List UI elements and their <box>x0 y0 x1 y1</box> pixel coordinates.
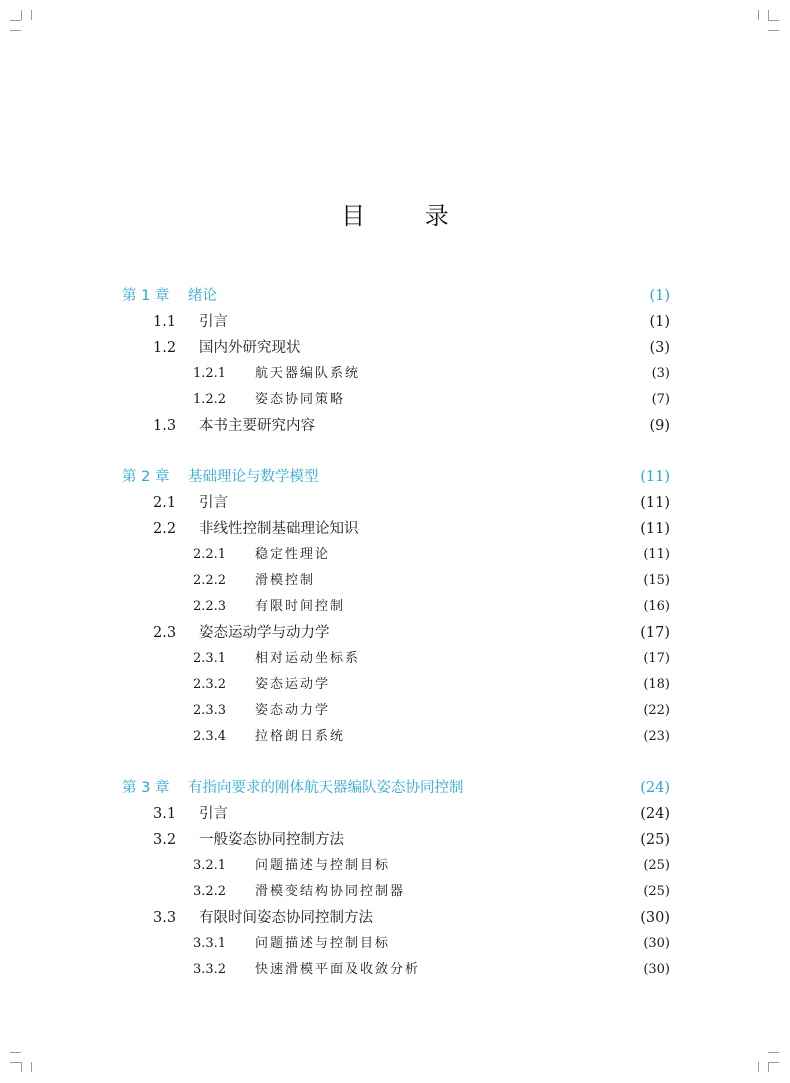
dot-leader <box>409 880 639 904</box>
dot-leader <box>377 906 636 930</box>
toc-entry-title: 基础理论与数学模型 <box>188 469 319 485</box>
toc-entry-page: (3) <box>651 366 670 381</box>
toc-entry-title: 稳定性理论 <box>255 547 331 562</box>
toc-entry-number: 2.2.1 <box>193 547 227 562</box>
dot-leader <box>349 725 639 749</box>
toc-entry-page: (9) <box>649 418 670 434</box>
toc-entry-title: 滑模控制 <box>255 573 316 588</box>
toc-entry-title: 一般姿态协同控制方法 <box>199 832 344 848</box>
crop-mark-top-left <box>0 0 60 40</box>
toc-entry-number: 第 1 章 <box>122 288 170 304</box>
toc-entry-number: 3.3 <box>153 910 177 926</box>
dot-leader <box>232 310 645 334</box>
toc-entry-number: 1.3 <box>153 418 177 434</box>
toc-entry-title: 姿态运动学与动力学 <box>199 625 330 641</box>
toc-entry-title: 姿态协同策略 <box>255 392 346 407</box>
toc-entry-subsection[interactable] <box>193 725 670 749</box>
toc-entry-number: 2.3.2 <box>193 677 227 692</box>
toc-entry-title: 相对运动坐标系 <box>255 651 361 666</box>
toc-entry-number: 2.3.3 <box>193 703 227 718</box>
toc-entry-section[interactable] <box>150 517 670 541</box>
dot-leader <box>232 491 636 515</box>
toc-entry-chapter[interactable] <box>122 465 670 489</box>
toc-entry-number: 1.2 <box>153 340 177 356</box>
toc-entry-page: (17) <box>643 651 670 666</box>
dot-leader <box>334 621 637 645</box>
crop-mark-top-right <box>730 0 790 40</box>
toc-entry-section[interactable] <box>150 802 670 826</box>
toc-entry-page: (30) <box>643 936 670 951</box>
toc-entry-number: 3.2 <box>153 832 177 848</box>
dot-leader <box>334 543 639 567</box>
dot-leader <box>394 854 639 878</box>
toc-entry-subsection[interactable] <box>193 569 670 593</box>
toc-entry-subsection[interactable] <box>193 699 670 723</box>
toc-entry-title: 问题描述与控制目标 <box>255 936 391 951</box>
toc-entry-number: 2.2.3 <box>193 599 227 614</box>
dot-leader <box>334 673 639 697</box>
toc-entry-page: (11) <box>643 547 670 562</box>
toc-entry-number: 1.2.1 <box>193 366 227 381</box>
toc-entry-title: 拉格朗日系统 <box>255 729 346 744</box>
toc-entry-subsection[interactable] <box>193 673 670 697</box>
toc-entry-page: (18) <box>643 677 670 692</box>
toc-entry-section[interactable] <box>150 906 670 930</box>
toc-entry-title: 姿态动力学 <box>255 703 331 718</box>
dot-leader <box>349 388 648 412</box>
dot-leader <box>364 362 648 386</box>
toc-entry-page: (11) <box>640 495 670 511</box>
crop-mark-bottom-left <box>0 1043 60 1083</box>
toc-entry-section[interactable] <box>150 621 670 645</box>
toc-entry-number: 3.3.2 <box>193 962 227 977</box>
toc-entry-page: (11) <box>640 469 670 485</box>
crop-mark-bottom-right <box>730 1043 790 1083</box>
toc-entry-title: 非线性控制基础理论知识 <box>199 521 359 537</box>
dot-leader <box>305 336 646 360</box>
toc-entry-title: 国内外研究现状 <box>199 340 301 356</box>
toc-entry-title: 航天器编队系统 <box>255 366 361 381</box>
dot-leader <box>319 414 645 438</box>
toc-entry-title: 引言 <box>199 495 228 511</box>
toc-entry-page: (1) <box>649 288 670 304</box>
toc-entry-subsection[interactable] <box>193 543 670 567</box>
toc-entry-section[interactable] <box>150 336 670 360</box>
toc-entry-title: 问题描述与控制目标 <box>255 858 391 873</box>
toc-entry-page: (3) <box>649 340 670 356</box>
dot-leader <box>363 517 637 541</box>
toc-entry-subsection[interactable] <box>193 595 670 619</box>
toc-entry-page: (23) <box>643 729 670 744</box>
toc-entry-section[interactable] <box>150 310 670 334</box>
toc-entry-chapter[interactable] <box>122 284 670 308</box>
toc-entry-subsection[interactable] <box>193 932 670 956</box>
dot-leader <box>468 776 637 800</box>
toc-entry-number: 2.3 <box>153 625 177 641</box>
toc-entry-subsection[interactable] <box>193 647 670 671</box>
dot-leader <box>394 932 639 956</box>
toc-entry-title: 引言 <box>199 806 228 822</box>
toc-entry-subsection[interactable] <box>193 362 670 386</box>
toc-entry-title: 有指向要求的刚体航天器编队姿态协同控制 <box>188 780 464 796</box>
toc-entry-page: (1) <box>649 314 670 330</box>
toc-entry-page: (25) <box>643 884 670 899</box>
toc-entry-subsection[interactable] <box>193 388 670 412</box>
toc-entry-title: 滑模变结构协同控制器 <box>255 884 406 899</box>
page-title: 目 录 <box>341 202 475 230</box>
toc-entry-subsection[interactable] <box>193 854 670 878</box>
toc-entry-number: 1.1 <box>153 314 177 330</box>
toc-entry-number: 1.2.2 <box>193 392 227 407</box>
toc-entry-page: (22) <box>643 703 670 718</box>
dot-leader <box>348 828 636 852</box>
toc-entry-page: (16) <box>643 599 670 614</box>
toc-entry-section[interactable] <box>150 414 670 438</box>
toc-entry-page: (17) <box>640 625 670 641</box>
toc-entry-section[interactable] <box>150 828 670 852</box>
toc-entry-number: 2.2 <box>153 521 177 537</box>
toc-entry-title: 绪论 <box>188 288 217 304</box>
toc-entry-page: (30) <box>640 910 670 926</box>
toc-entry-number: 第 3 章 <box>122 780 170 796</box>
dot-leader <box>349 595 639 619</box>
toc-entry-title: 本书主要研究内容 <box>199 418 315 434</box>
toc-entry-title: 快速滑模平面及收敛分析 <box>255 962 421 977</box>
toc-entry-title: 引言 <box>199 314 228 330</box>
toc-entry-title: 有限时间姿态协同控制方法 <box>199 910 373 926</box>
toc-entry-page: (30) <box>643 962 670 977</box>
toc-entry-page: (25) <box>640 832 670 848</box>
toc-entry-page: (7) <box>651 392 670 407</box>
toc-entry-title: 有限时间控制 <box>255 599 346 614</box>
toc-entry-number: 3.2.1 <box>193 858 227 873</box>
toc-entry-chapter[interactable] <box>122 776 670 800</box>
toc-entry-number: 2.3.4 <box>193 729 227 744</box>
toc-entry-page: (24) <box>640 806 670 822</box>
dot-leader <box>221 284 645 308</box>
dot-leader <box>364 647 639 671</box>
toc-entry-subsection[interactable] <box>193 958 670 982</box>
toc-entry-number: 2.1 <box>153 495 177 511</box>
toc-entry-page: (15) <box>643 573 670 588</box>
toc-entry-number: 3.3.1 <box>193 936 227 951</box>
toc-entry-page: (25) <box>643 858 670 873</box>
toc-entry-page: (24) <box>640 780 670 796</box>
dot-leader <box>323 465 637 489</box>
toc-entry-subsection[interactable] <box>193 880 670 904</box>
toc-entry-section[interactable] <box>150 491 670 515</box>
toc-entry-title: 姿态运动学 <box>255 677 331 692</box>
toc-entry-number: 3.1 <box>153 806 177 822</box>
toc-entry-number: 第 2 章 <box>122 469 170 485</box>
toc-entry-number: 2.3.1 <box>193 651 227 666</box>
dot-leader <box>334 699 639 723</box>
toc-entry-page: (11) <box>640 521 670 537</box>
toc-entry-number: 3.2.2 <box>193 884 227 899</box>
toc-entry-number: 2.2.2 <box>193 573 227 588</box>
dot-leader <box>319 569 639 593</box>
dot-leader <box>232 802 636 826</box>
dot-leader <box>424 958 639 982</box>
